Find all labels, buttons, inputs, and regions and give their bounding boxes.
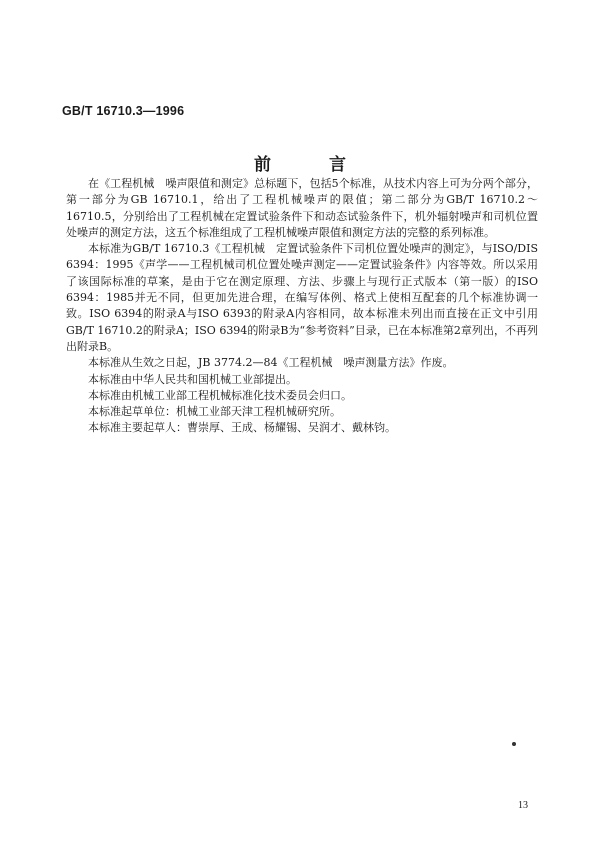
foreword-body	[66, 176, 538, 437]
paragraph: 本标准为GB/T 16710.3《工程机械 定置试验条件下司机位置处噪声的测定》，与ISO/DIS 6394：1995《声学——工程机械司机位置处噪声测定——定置试验条件》内容等效。所以采用了该国际标准的草案，是由于它在测定原理、方法、步骤上与现行正式版本（第一版）的ISO 6394：1985并无不同，但更加先进合理，在编写体例、格式上使相互配套的几个标准协调一致。ISO 6394的附录A与ISO 6393的附录A内容相同，故本标准未列出而直接在正文中引用GB/T 16710.2的附录A；ISO 6394的附录B为“参考资料”目录，已在本标准第2章列出，不再列出附录B。	[66, 242, 538, 353]
paragraph: 本标准由机械工业部工程机械标准化技术委员会归口。	[88, 388, 352, 402]
paragraph: 在《工程机械 噪声限值和测定》总标题下，包括5个标准，从技术内容上可为分两个部分，第一部分为GB 16710.1，给出了工程机械噪声的限值；第二部分为GB/T 16710.2～16710.5，分别给出了工程机械在定置试验条件下和动态试验条件下，机外辐射噪声和司机位置处噪声的测定方法，这五个标准组成了工程机械噪声限值和测定方法的完整的系列标准。	[66, 177, 538, 239]
ink-dot	[512, 742, 516, 746]
standard-code: GB/T 16710.3—1996	[62, 104, 185, 118]
paragraph: 本标准起草单位：机械工业部天津工程机械研究所。	[88, 405, 341, 419]
paragraph: 本标准主要起草人：曹崇厚、王成、杨耀锡、吴润才、戴林钧。	[88, 421, 396, 435]
page-number: 13	[518, 800, 528, 811]
paragraph: 本标准由中华人民共和国机械工业部提出。	[88, 372, 297, 386]
paragraph: 本标准从生效之日起，JB 3774.2—84《工程机械 噪声测量方法》作废。	[88, 356, 454, 370]
page-title: 前 言	[254, 155, 372, 175]
